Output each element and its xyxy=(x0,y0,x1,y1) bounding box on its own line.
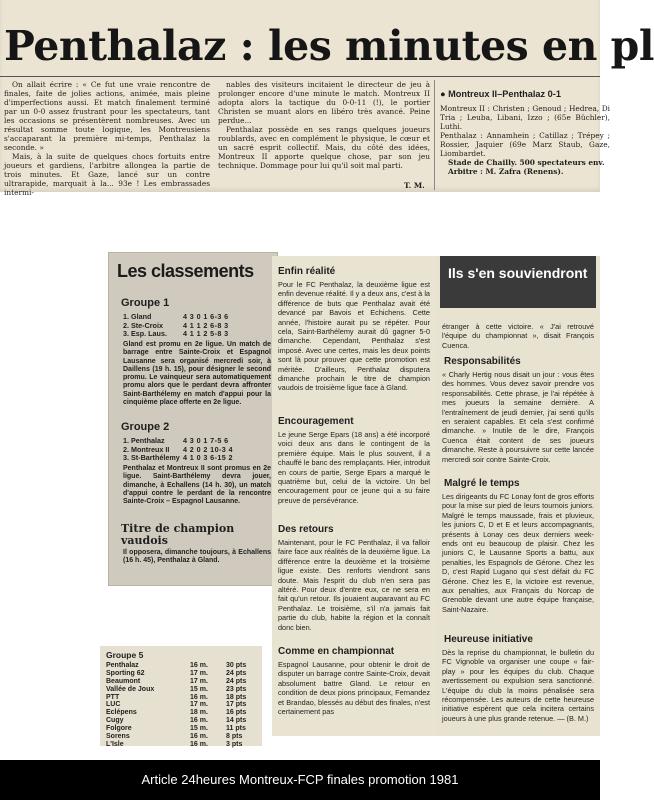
team-name: Folgore xyxy=(106,725,132,733)
team-stats: 4 1 0 3 6-15 2 xyxy=(183,453,233,462)
middle-article-column xyxy=(272,256,436,736)
team-name: Penthalaz xyxy=(106,662,139,669)
table-row xyxy=(106,694,256,702)
matches-played: 16 m. xyxy=(190,740,208,748)
team-stats: 4 3 0 1 6-3 6 xyxy=(183,312,229,321)
stadium-info: Stade de Chailly. 500 spectateurs env. xyxy=(448,158,605,167)
section-text: Dès la reprise du championnat, le bulletin du FC Vignoble va organiser une coupe « fair-play » pour les équipes du club. Chaque avertissement ou expulsion sera sanctionné. L'équipe du club la moins pénalisée sera récompensée. Les auteurs de cette heureuse initiative espèrent que cela incitera certains joueurs à une plus grande retenue. — (B. M.) xyxy=(442,648,594,723)
paragraph: Penthalaz possède en ses rangs quelques joueurs roublards, avec en complément le physique, le cœur et un sacré esprit collectif. Mais, du côté des idées, Montreux II apporte quelque chose, par son jeu technique. Dommage pour lui qu'il soit mal parti. xyxy=(218,125,430,170)
team-name: Cugy xyxy=(106,717,124,725)
top-clipping xyxy=(0,0,654,197)
table-row xyxy=(106,670,256,678)
section-text: Les dirigeants du FC Lonay font de gros efforts pour la mise sur pied de leurs tournois juniors. Malgré le temps maussade, frais et pluvieux, les juniors C, D et E et leurs accompagnants, présents à Lonay ces deux derniers week-ends ont eu beaucoup de plaisir. Chez les juniors C, le Lausanne Sports a battu, aux penalties, les Espagnols de Gérone. Chez les D, c'est Rapid Lugano qui s'est défait du FC Gérone. Chez les E, la victoire est revenue, aux penalties, aux Français du Norcap de Grenoble devant une autre équipe française, Saint-Nazaire. xyxy=(442,492,594,614)
standings-box xyxy=(108,252,278,586)
section-text: Pour le FC Penthalaz, la deuxième ligue est enfin devenue réalité. Il y a deux ans, c'est à la différence de buts que Penthalaz avait été devancé par Bavois et Echichens. Cette année, l'histoire aurait pu se répéter. Pour cela, Saint-Barthélemy aurait dû gagner 5-0 dimanche. Cependant, Penthalaz s'est imposé. Avec une certes, mais les deux points sont là pour prouver que cette promotion est méritée. D'ailleurs, Penthalaz disputera dimanche prochain le titre de champion vaudois de troisième ligue face à Gland. xyxy=(278,280,430,393)
section-text: Maintenant, pour le FC Penthalaz, il va falloir faire face aux réalités de la deuxième ligue. La différence entre la deuxième et la troisième ligue existe. Des renforts viendront sans doute. Mais l'esprit du club n'en sera pas altéré. Pour deux d'entre eux, ce ne sera en fait qu'un retour. Ils jouaient auparavant au FC Penthalaz. Le troisième, s'il n'a jamais fait partie du club, habite la région et la connaît donc bien. xyxy=(278,538,430,632)
points: 24 pts xyxy=(226,669,247,677)
paragraph: nables des visiteurs incitaient le directeur de jeu à prolonger encore d'une minute le match. Montreux II adopta alors la tactique du 0-0-11 (!), le portier Christen se muant alors en libéro très avancé. Peine perdue... xyxy=(218,80,430,125)
points: 18 pts xyxy=(226,693,247,701)
points: 23 pts xyxy=(226,685,247,693)
team-name: PTT xyxy=(106,693,120,701)
image-caption: Article 24heures Montreux-FCP finales promotion 1981 xyxy=(0,760,600,800)
group-1-table xyxy=(123,313,273,339)
group-5-title: Groupe 5 xyxy=(106,650,144,660)
column-divider xyxy=(434,80,435,190)
section-text: « Charly Hertig nous disait un jour : vous êtes des hommes. Vous devez savoir prendre vos responsabilités. Cette phrase, je l'ai répétée à mes joueurs la semaine dernière. A l'entraînement de jeudi dernier, j'ai senti qu'ils en seraient capables. Et cela s'est confirmé dimanche. » Inutile de le dire, François Cuenca était content de ses joueurs dimanche. Reste à poursuivre sur cette lancée mercredi soir contre Sainte-Croix. xyxy=(442,370,594,464)
table-row xyxy=(106,662,256,670)
team-name: LUC xyxy=(106,701,121,709)
lineups-column xyxy=(440,104,610,214)
table-row xyxy=(106,717,256,725)
section-text: Le jeune Serge Epars (18 ans) a été incorporé voici deux ans dans le contingent de la première équipe. Mais le plus souvent, il a chauffé le banc des remplaçants. Hier, introduit en cours de partie, Serge Epars a marqué le quatrième but, celui de la victoire. Un bel encouragement pour ce jeune qui a su faire preuve de persévérance. xyxy=(278,430,430,505)
section-heading: Des retours xyxy=(278,524,334,535)
points: 14 pts xyxy=(226,717,247,725)
group-1-note: Gland est promu en 2e ligue. Un match de barrage entre Sainte-Croix et Espagnol Lausanne sera organisé mercredi soir, à Daillens (19 h. 15), pour désigner le second promu. Le vainqueur sera automatiquement promu alors que le perdant devra affronter Saint-Barthélemy en match d'appui pour la cinquième place offerte en 2e ligue. xyxy=(123,341,271,407)
section-heading: Encouragement xyxy=(278,416,354,427)
team-name: Sorens xyxy=(106,733,130,741)
matches-played: 16 m. xyxy=(190,693,208,701)
table-row xyxy=(123,454,273,463)
team-name: 3. Esp. Laus. xyxy=(123,329,167,338)
group-2-title: Groupe 2 xyxy=(121,421,170,433)
matches-played: 16 m. xyxy=(190,662,208,669)
article-headline: Penthalaz : les minutes en pl xyxy=(4,22,654,70)
table-row xyxy=(106,678,256,686)
team-name: Eclépens xyxy=(106,709,137,717)
group-5-standings xyxy=(100,646,262,746)
headline-rule xyxy=(0,76,600,77)
standings-title: Les classements xyxy=(117,261,254,281)
team-stats: 4 2 0 2 10-3 4 xyxy=(183,444,233,454)
matches-played: 17 m. xyxy=(190,701,208,709)
team-name: Beaumont xyxy=(106,677,141,685)
team-stats: 4 1 1 2 5-8 3 xyxy=(183,329,229,338)
points: 3 pts xyxy=(226,740,243,748)
points: 11 pts xyxy=(226,725,246,733)
section-heading: Malgré le temps xyxy=(444,478,520,489)
points: 24 pts xyxy=(226,677,247,685)
matches-played: 17 m. xyxy=(190,677,208,685)
referee-info: Arbitre : M. Zafra (Renens). xyxy=(448,167,564,176)
group-2-note: Penthalaz et Montreux II sont promus en 2e ligue. Saint-Barthélemy devra jouer, dimanche, à Echallens (14 h. 30), un match d'appui contre le perdant de la rencontre Sainte-Croix – Espagnol Lausanne. xyxy=(123,465,271,506)
team-name: 2. Montreux II xyxy=(123,444,170,454)
team-name: 1. Penthalaz xyxy=(123,436,165,445)
points: 17 pts xyxy=(226,701,247,709)
lineup-penthalaz: Penthalaz : Annamhein ; Catillaz ; Trépey ; Rossier, Jaquier (69e Marz Staub, Gaze, Liombardet. xyxy=(440,131,610,158)
points: 30 pts xyxy=(226,662,247,669)
author-signature: T. M. xyxy=(404,181,425,190)
team-name: 2. Ste-Croix xyxy=(123,320,163,330)
banner-title: Ils s'en souviendront xyxy=(448,265,588,281)
table-row xyxy=(106,741,256,749)
team-stats: 4 1 1 2 6-8 3 xyxy=(183,320,229,330)
group-5-table xyxy=(106,662,256,749)
team-stats: 4 3 0 1 7-5 6 xyxy=(183,436,229,445)
group-1-title: Groupe 1 xyxy=(121,297,170,309)
table-row xyxy=(106,701,256,709)
team-name: L'Isle xyxy=(106,740,124,748)
table-row xyxy=(106,733,256,741)
team-name: Sporting 62 xyxy=(106,669,145,677)
section-banner xyxy=(440,256,596,308)
paragraph: On allait écrire : « Ce fut une vraie rencontre de finales, faite de jolies actions, animée, mais pleine d'imperfections aussi. Et match finalement terminé par un 0-0 assez frustrant pour les spectateurs, tant les occasions se présentèrent nombreuses. Avec un résultat somme toute logique, les Montreusiens s'accaparant la première mi-temps, Penthalaz la seconde. » xyxy=(4,80,210,152)
points: 8 pts xyxy=(226,733,243,741)
section-text: étranger à cette victoire. « J'ai retrouvé l'équipe du championnat », disait François Cuenca. xyxy=(442,322,594,350)
team-name: 3. St-Barthélemy xyxy=(123,453,180,462)
top-article-column-1 xyxy=(4,80,210,197)
paragraph: Mais, à la suite de quelques chocs fortuits entre joueurs et gardiens, l'arbitre allongea la partie de trois minutes. Et Gaze, lancé sur un contre ultrarapide, marquait à la... 93e ! Les embrassades intermi- xyxy=(4,152,210,197)
matches-played: 15 m. xyxy=(190,725,208,733)
matches-played: 15 m. xyxy=(190,685,208,693)
points: 16 pts xyxy=(226,709,247,717)
table-row xyxy=(106,725,256,733)
table-row xyxy=(106,709,256,717)
section-text: Espagnol Lausanne, pour obtenir le droit de disputer un barrage contre Sainte-Croix, devait absolument battre Gland. Le retour en condition de deux pions principaux, Fernandez et Brandao, blessés au début des finales, n'est certainement pas xyxy=(278,660,430,717)
match-result-title: ● Montreux II–Penthalaz 0-1 xyxy=(440,89,561,99)
team-name: 1. Gland xyxy=(123,312,152,321)
matches-played: 18 m. xyxy=(190,709,208,717)
champion-title-heading: Titre de champion vaudois xyxy=(121,522,235,547)
top-article-column-2 xyxy=(218,80,430,190)
team-name: Vallée de Joux xyxy=(106,685,155,693)
matches-played: 16 m. xyxy=(190,717,208,725)
section-heading: Enfin réalité xyxy=(278,266,336,277)
section-heading: Heureuse initiative xyxy=(444,634,533,645)
lineup-montreux: Montreux II : Christen ; Genoud ; Hedrea, Di Tria ; Leuba, Libani, Izzo ; (65e Büchler), Luthi. xyxy=(440,104,610,131)
section-heading: Comme en championnat xyxy=(278,646,395,657)
group-2-table xyxy=(123,437,273,463)
matches-played: 16 m. xyxy=(190,733,208,741)
table-row xyxy=(106,686,256,694)
matches-played: 17 m. xyxy=(190,669,208,677)
table-row xyxy=(123,330,273,339)
right-article-column xyxy=(436,256,600,736)
section-heading: Responsabilités xyxy=(444,356,521,367)
champion-title-note: Il opposera, dimanche toujours, à Echallens (16 h. 45), Penthalaz à Gland. xyxy=(123,549,271,565)
